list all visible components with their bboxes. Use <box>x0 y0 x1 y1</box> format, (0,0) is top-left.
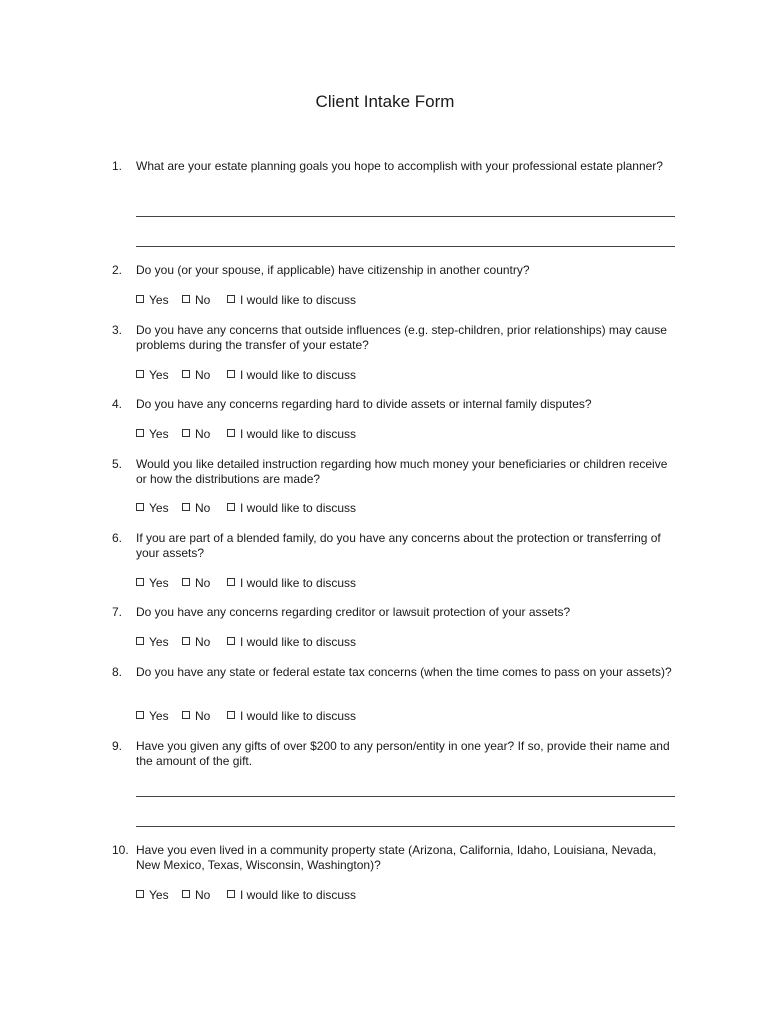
option-label: Yes <box>149 576 169 590</box>
checkbox-discuss[interactable] <box>227 368 356 383</box>
page-title: Client Intake Form <box>315 92 455 111</box>
question-5 <box>112 457 678 487</box>
checkbox-no[interactable] <box>182 576 210 591</box>
option-label: No <box>195 635 211 649</box>
checkbox-icon <box>136 711 144 719</box>
question-number: 9. <box>112 739 123 753</box>
checkbox-icon <box>136 370 144 378</box>
option-label: Yes <box>149 293 169 307</box>
question-number: 2. <box>112 263 123 277</box>
option-label: I would like to discuss <box>240 293 357 307</box>
checkbox-icon <box>136 578 144 586</box>
question-1 <box>112 159 678 174</box>
checkbox-icon <box>182 370 190 378</box>
question-8 <box>112 665 678 680</box>
question-text: Do you have any state or federal estate tax concerns (when the time comes to pass on your assets)? <box>136 665 672 679</box>
option-label: No <box>195 501 211 515</box>
checkbox-discuss[interactable] <box>227 576 356 591</box>
checkbox-icon <box>182 578 190 586</box>
checkbox-icon <box>182 429 190 437</box>
checkbox-discuss[interactable] <box>227 427 356 442</box>
checkbox-icon <box>227 578 235 586</box>
option-label: Yes <box>149 709 169 723</box>
question-number: 8. <box>112 665 123 679</box>
question-3 <box>112 323 678 353</box>
question-9 <box>112 739 678 769</box>
question-text: Do you (or your spouse, if applicable) have citizenship in another country? <box>136 263 530 277</box>
option-label: No <box>195 427 211 441</box>
checkbox-icon <box>182 503 190 511</box>
question-number: 10. <box>112 843 129 857</box>
checkbox-yes[interactable] <box>136 293 169 308</box>
checkbox-discuss[interactable] <box>227 501 356 516</box>
checkbox-discuss[interactable] <box>227 709 356 724</box>
answer-line-9b[interactable] <box>136 826 675 827</box>
checkbox-icon <box>182 295 190 303</box>
question-text: Do you have any concerns regarding hard to divide assets or internal family disputes? <box>136 397 592 411</box>
question-text: What are your estate planning goals you hope to accomplish with your professional estate planner? <box>136 159 663 173</box>
checkbox-yes[interactable] <box>136 368 169 383</box>
option-label: No <box>195 576 211 590</box>
option-label: I would like to discuss <box>240 888 357 902</box>
checkbox-yes[interactable] <box>136 427 169 442</box>
checkbox-icon <box>227 429 235 437</box>
option-label: I would like to discuss <box>240 368 357 382</box>
checkbox-no[interactable] <box>182 709 210 724</box>
checkbox-icon <box>182 890 190 898</box>
checkbox-icon <box>136 295 144 303</box>
question-text: Have you given any gifts of over $200 to any person/entity in one year? If so, provide their name and the amount of the gift. <box>136 739 670 768</box>
question-text: Have you even lived in a community property state (Arizona, California, Idaho, Louisiana, Nevada, New Mexico, Texas, Wisconsin, Washington)? <box>136 843 657 872</box>
option-label: No <box>195 293 211 307</box>
option-label: Yes <box>149 635 169 649</box>
checkbox-no[interactable] <box>182 888 210 903</box>
checkbox-icon <box>227 370 235 378</box>
checkbox-icon <box>227 890 235 898</box>
question-7 <box>112 605 678 620</box>
option-label: Yes <box>149 888 169 902</box>
checkbox-yes[interactable] <box>136 709 169 724</box>
checkbox-icon <box>227 295 235 303</box>
question-4 <box>112 397 678 412</box>
option-label: I would like to discuss <box>240 576 357 590</box>
checkbox-yes[interactable] <box>136 635 169 650</box>
option-label: Yes <box>149 501 169 515</box>
question-number: 3. <box>112 323 123 337</box>
question-text: Would you like detailed instruction regarding how much money your beneficiaries or children receive or how the distributions are made? <box>136 457 668 486</box>
checkbox-discuss[interactable] <box>227 635 356 650</box>
checkbox-icon <box>182 637 190 645</box>
checkbox-yes[interactable] <box>136 501 169 516</box>
option-label: Yes <box>149 368 169 382</box>
checkbox-icon <box>182 711 190 719</box>
checkbox-no[interactable] <box>182 427 210 442</box>
question-number: 5. <box>112 457 123 471</box>
option-label: Yes <box>149 427 169 441</box>
checkbox-no[interactable] <box>182 293 210 308</box>
answer-line-1a[interactable] <box>136 216 675 217</box>
checkbox-icon <box>227 637 235 645</box>
option-label: No <box>195 368 211 382</box>
question-2 <box>112 263 678 278</box>
checkbox-no[interactable] <box>182 501 210 516</box>
question-number: 1. <box>112 159 123 173</box>
checkbox-no[interactable] <box>182 635 210 650</box>
option-label: I would like to discuss <box>240 709 357 723</box>
checkbox-yes[interactable] <box>136 576 169 591</box>
checkbox-no[interactable] <box>182 368 210 383</box>
checkbox-icon <box>136 637 144 645</box>
option-label: No <box>195 888 211 902</box>
question-text: Do you have any concerns regarding creditor or lawsuit protection of your assets? <box>136 605 571 619</box>
option-label: No <box>195 709 211 723</box>
checkbox-icon <box>227 503 235 511</box>
checkbox-icon <box>136 890 144 898</box>
question-number: 6. <box>112 531 123 545</box>
question-6 <box>112 531 678 561</box>
checkbox-yes[interactable] <box>136 888 169 903</box>
checkbox-discuss[interactable] <box>227 293 356 308</box>
answer-line-9a[interactable] <box>136 796 675 797</box>
question-number: 4. <box>112 397 123 411</box>
checkbox-icon <box>227 711 235 719</box>
question-10 <box>112 843 678 873</box>
option-label: I would like to discuss <box>240 501 357 515</box>
question-number: 7. <box>112 605 123 619</box>
option-label: I would like to discuss <box>240 427 357 441</box>
question-text: If you are part of a blended family, do you have any concerns about the protection or transferring of your assets? <box>136 531 661 560</box>
question-text: Do you have any concerns that outside influences (e.g. step-children, prior relationships) may cause problems during the transfer of your estate? <box>136 323 667 352</box>
answer-line-1b[interactable] <box>136 246 675 247</box>
option-label: I would like to discuss <box>240 635 357 649</box>
checkbox-discuss[interactable] <box>227 888 356 903</box>
checkbox-icon <box>136 503 144 511</box>
checkbox-icon <box>136 429 144 437</box>
